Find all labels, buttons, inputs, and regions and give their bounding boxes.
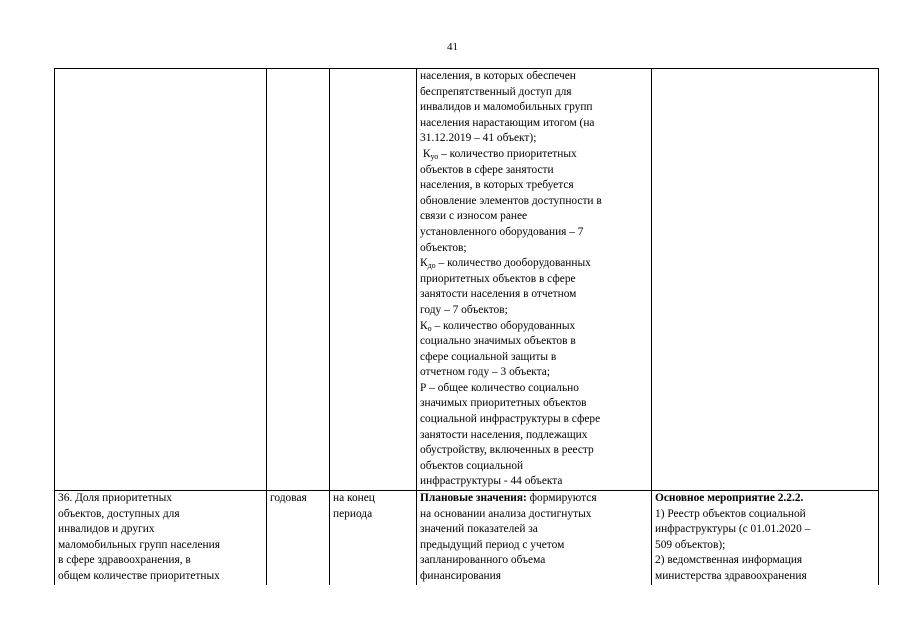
indicator-cell bbox=[55, 69, 267, 491]
calc-line: обустройству, включенных в реестр bbox=[420, 444, 594, 457]
plan-line: предыдущий период с учетом bbox=[420, 538, 565, 551]
periodicity-cell bbox=[267, 69, 330, 491]
measure-line: 509 объектов); bbox=[655, 538, 726, 551]
calc-line: 31.12.2019 – 41 объект); bbox=[420, 132, 537, 145]
calc-line: объектов в сфере занятости bbox=[420, 163, 554, 176]
calc-line: связи с износом ранее bbox=[420, 210, 528, 223]
timing-line: на конец bbox=[333, 492, 375, 505]
calc-line: значимых приоритетных объектов bbox=[420, 397, 587, 410]
plan-line: на основании анализа достигнутых bbox=[420, 507, 592, 520]
calculation-cell bbox=[417, 69, 652, 491]
calc-line: обновление элементов доступности в bbox=[420, 194, 602, 207]
kdo-text: – количество дооборудованных bbox=[435, 257, 591, 270]
ko-symbol: К bbox=[420, 319, 428, 332]
calculation-cell bbox=[417, 491, 652, 585]
calc-line: сфере социальной защиты в bbox=[420, 350, 557, 363]
plan-first-line bbox=[420, 491, 648, 507]
plan-text: формируются bbox=[526, 492, 597, 505]
page-number: 41 bbox=[447, 41, 458, 53]
calc-line: инфраструктуры - 44 объекта bbox=[420, 475, 563, 488]
calc-line: объектов; bbox=[420, 241, 467, 254]
measure-cell bbox=[652, 69, 879, 491]
indicator-line: объектов, доступных для bbox=[58, 507, 180, 520]
calc-line: установленного оборудования – 7 bbox=[420, 225, 584, 238]
plan-line: значений показателей за bbox=[420, 523, 538, 536]
indicator-line: маломобильных групп населения bbox=[58, 538, 220, 551]
ko-text: – количество оборудованных bbox=[431, 319, 576, 332]
ko-definition bbox=[420, 319, 648, 335]
calc-line: населения, в которых требуется bbox=[420, 179, 574, 192]
measure-line: 2) ведомственная информация bbox=[655, 554, 803, 567]
calc-line: Р – общее количество социально bbox=[420, 381, 579, 394]
plan-line: запланированного объема bbox=[420, 554, 546, 567]
table-row bbox=[55, 69, 879, 491]
indicator-line: общем количестве приоритетных bbox=[58, 570, 220, 582]
indicator-line: 36. Доля приоритетных bbox=[58, 492, 173, 505]
timing-line: периода bbox=[333, 507, 373, 520]
timing-cell bbox=[330, 69, 417, 491]
calc-line: инвалидов и маломобильных групп bbox=[420, 101, 593, 114]
measure-line: инфраструктуры (с 01.01.2020 – bbox=[655, 523, 811, 536]
calc-line: социально значимых объектов в bbox=[420, 335, 576, 348]
measure-line: министерства здравоохранения bbox=[655, 570, 807, 582]
ko-subscript: о bbox=[427, 323, 432, 333]
kyo-subscript: уо bbox=[430, 151, 439, 161]
measure-cell bbox=[652, 491, 879, 585]
indicator-line: в сфере здравоохранения, в bbox=[58, 554, 191, 567]
calc-line: году – 7 объектов; bbox=[420, 303, 508, 316]
kdo-symbol: К bbox=[420, 257, 428, 270]
calc-line: отчетном году – 3 объекта; bbox=[420, 366, 550, 379]
periodicity-cell bbox=[267, 491, 330, 585]
kyo-definition bbox=[420, 147, 648, 163]
plan-label: Плановые значения: bbox=[420, 492, 527, 505]
timing-cell bbox=[330, 491, 417, 585]
calc-line: занятости населения в отчетном bbox=[420, 288, 577, 301]
calc-line: приоритетных объектов в сфере bbox=[420, 272, 576, 285]
measure-title: Основное мероприятие 2.2.2. bbox=[655, 492, 804, 505]
calc-line: социальной инфраструктуры в сфере bbox=[420, 413, 601, 426]
measure-line: 1) Реестр объектов социальной bbox=[655, 507, 806, 520]
calc-line: беспрепятственный доступ для bbox=[420, 85, 572, 98]
calc-line: объектов социальной bbox=[420, 459, 524, 472]
calc-line: населения нарастающим итогом (на bbox=[420, 116, 595, 129]
periodicity-value: годовая bbox=[270, 492, 307, 505]
indicators-table bbox=[54, 68, 879, 585]
plan-line: финансирования bbox=[420, 570, 501, 582]
kdo-subscript: до bbox=[427, 261, 436, 271]
indicator-cell bbox=[55, 491, 267, 585]
table-row bbox=[55, 491, 879, 585]
indicator-line: инвалидов и других bbox=[58, 523, 155, 536]
calc-line: населения, в которых обеспечен bbox=[420, 70, 576, 82]
kyo-symbol: К bbox=[422, 147, 431, 160]
calc-line: занятости населения, подлежащих bbox=[420, 428, 588, 441]
kyo-text: – количество приоритетных bbox=[438, 147, 577, 160]
kdo-definition bbox=[420, 256, 648, 272]
